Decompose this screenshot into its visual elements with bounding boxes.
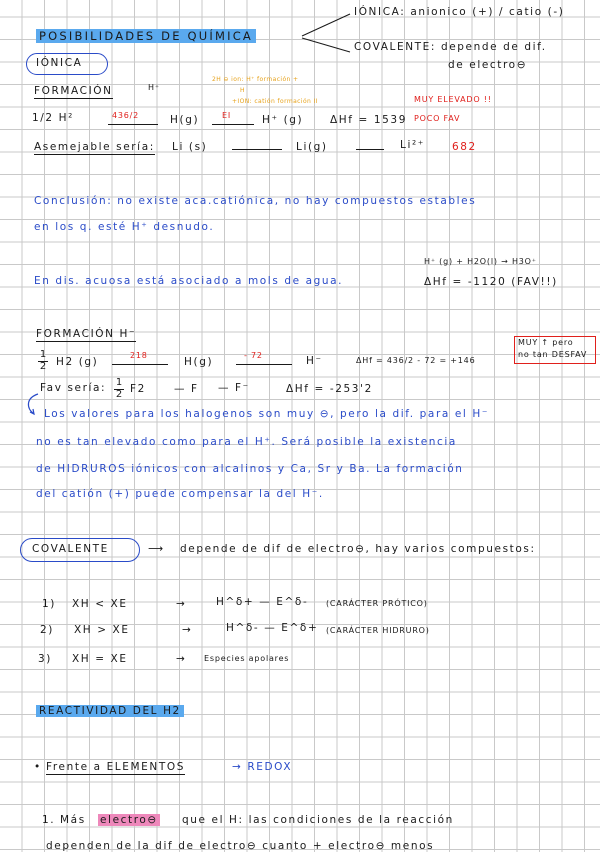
f2: F2	[130, 383, 146, 395]
cov-item-2-res: H^δ- — E^δ+	[226, 622, 319, 634]
note-2: H	[240, 87, 245, 94]
covalente-text: depende de dif de electro⊖, hay varios compuestos:	[180, 543, 536, 555]
halogenos-line-2: no es tan elevado como para el H⁺. Será posible la existencia	[36, 436, 457, 448]
li-val: 682	[452, 141, 477, 153]
arrow-line	[236, 364, 292, 365]
item-2-text: dependen de la dif de electro⊖ cuanto + electro⊖ menos	[46, 840, 435, 852]
connector-lines	[298, 8, 358, 58]
eq-half-h2: 1/2 H²	[32, 112, 74, 124]
delta-hf: ΔHf = 1539	[330, 114, 407, 126]
arrow-line	[108, 124, 158, 125]
cov-item-1-cond: XH < XE	[72, 598, 128, 610]
curved-arrow-icon	[22, 392, 46, 420]
val-218: 218	[130, 351, 148, 360]
arrow-line	[232, 149, 282, 150]
hplus-ion: H⁺	[148, 83, 160, 92]
cov-item-3-arrow: →	[176, 653, 187, 665]
halogenos-line-1: Los valores para los halogenos son muy ⊖, pero la dif. para el H⁻	[44, 408, 490, 420]
hplus-gas: H⁺ (g)	[262, 114, 304, 126]
halogenos-line-4: del catión (+) puede compensar la del H⁻.	[36, 488, 324, 500]
item-1-mas: Más	[60, 814, 86, 826]
ionica-type: IÓNICA: anionico (+) / catio (-)	[354, 6, 565, 18]
cov-item-3-num: 3)	[38, 653, 52, 665]
hminus-h-gas: H(g)	[184, 356, 214, 368]
page-title: POSIBILIDADES DE QUÍMICA	[36, 31, 256, 43]
cov-item-3-res: Especies apolares	[204, 654, 290, 663]
h-minus: H⁻	[306, 355, 323, 367]
note-3: +ION: catión formación II	[232, 98, 318, 105]
bullet-dot: •	[34, 761, 42, 773]
cov-item-2-num: 2)	[40, 624, 54, 636]
arrow-line	[356, 149, 384, 150]
arrow-line	[212, 124, 254, 125]
li-s: Li (s)	[172, 141, 208, 153]
box-line-1: MUY ↑ pero	[518, 338, 574, 347]
cov-item-1-num: 1)	[42, 598, 56, 610]
formacion-hplus-heading: FORMACIÓN	[34, 85, 113, 97]
item-1-num: 1.	[42, 814, 56, 826]
frac-half-2: $\frac{1}{2}$	[115, 377, 123, 400]
arrow-line	[112, 364, 168, 365]
poco-fav: POCO FAV	[414, 114, 461, 123]
asimilacion-label: Asemejable sería:	[34, 141, 155, 153]
bullet-text: Frente a ELEMENTOS	[46, 761, 185, 773]
f-atom: — F	[174, 383, 199, 395]
covalente-type-2: de electro⊖	[448, 59, 528, 71]
box-line-2: no tan DESFAV	[518, 350, 588, 359]
cov-item-1-res: H^δ+ — E^δ-	[216, 596, 309, 608]
conclusion-line-3: En dis. acuosa está asociado a mols de agua.	[34, 275, 344, 287]
cov-item-1-char: (CARÁCTER PRÓTICO)	[326, 599, 428, 608]
frac-half: $\frac{1}{2}$	[39, 349, 47, 372]
ei-label: EI	[222, 111, 232, 120]
note-1: 2H ⊖ ion: H⁺ formación +	[212, 76, 299, 83]
reactividad-heading: REACTIVIDAD DEL H2	[36, 706, 184, 717]
h2-gas: H2 (g)	[56, 356, 99, 368]
conclusion-eq: H⁺ (g) + H2O(l) → H3O⁺	[424, 257, 537, 266]
cov-item-2-char: (CARÁCTER HIDRURO)	[326, 626, 430, 635]
f-minus: — F⁻	[218, 382, 250, 394]
formacion-hminus-heading: FORMACIÓN H⁻	[36, 328, 137, 340]
li-g: Li(g)	[296, 141, 328, 153]
item-1-highlight: electro⊖	[100, 814, 158, 826]
redox-arrow: → REDOX	[232, 761, 293, 773]
h-gas: H(g)	[170, 114, 200, 126]
muy-elevado: MUY ELEVADO !!	[414, 95, 492, 104]
covalente-label: COVALENTE	[32, 543, 109, 555]
halogenos-line-3: de HIDRUROS iónicos con alcalinos y Ca, Sr y Ba. La formación	[36, 463, 464, 475]
cov-item-3-cond: XH = XE	[72, 653, 128, 665]
val-72: - 72	[244, 351, 263, 360]
covalente-type-1: COVALENTE: depende de dif.	[354, 41, 547, 53]
delta-f: ΔHf = -253'2	[286, 383, 373, 395]
ionica-label: IÓNICA	[36, 57, 83, 69]
li-2plus: Li²⁺	[400, 139, 425, 151]
val-436-2: 436/2	[112, 111, 140, 120]
conclusion-delta: ΔHf = -1120 (FAV!!)	[424, 276, 558, 288]
hminus-delta: ΔHf = 436/2 - 72 = +146	[356, 356, 476, 365]
cov-item-1-arrow: →	[176, 598, 187, 610]
conclusion-line-1: Conclusión: no existe aca.catiónica, no hay compuestos estables	[34, 195, 477, 207]
conclusion-line-2: en los q. esté H⁺ desnudo.	[34, 221, 215, 233]
covalente-arrow: ⟶	[148, 543, 165, 555]
cov-item-2-cond: XH > XE	[74, 624, 130, 636]
fav-label: Fav sería:	[40, 382, 107, 394]
cov-item-2-arrow: →	[182, 624, 193, 636]
item-1-rest: que el H: las condiciones de la reacción	[182, 814, 454, 826]
